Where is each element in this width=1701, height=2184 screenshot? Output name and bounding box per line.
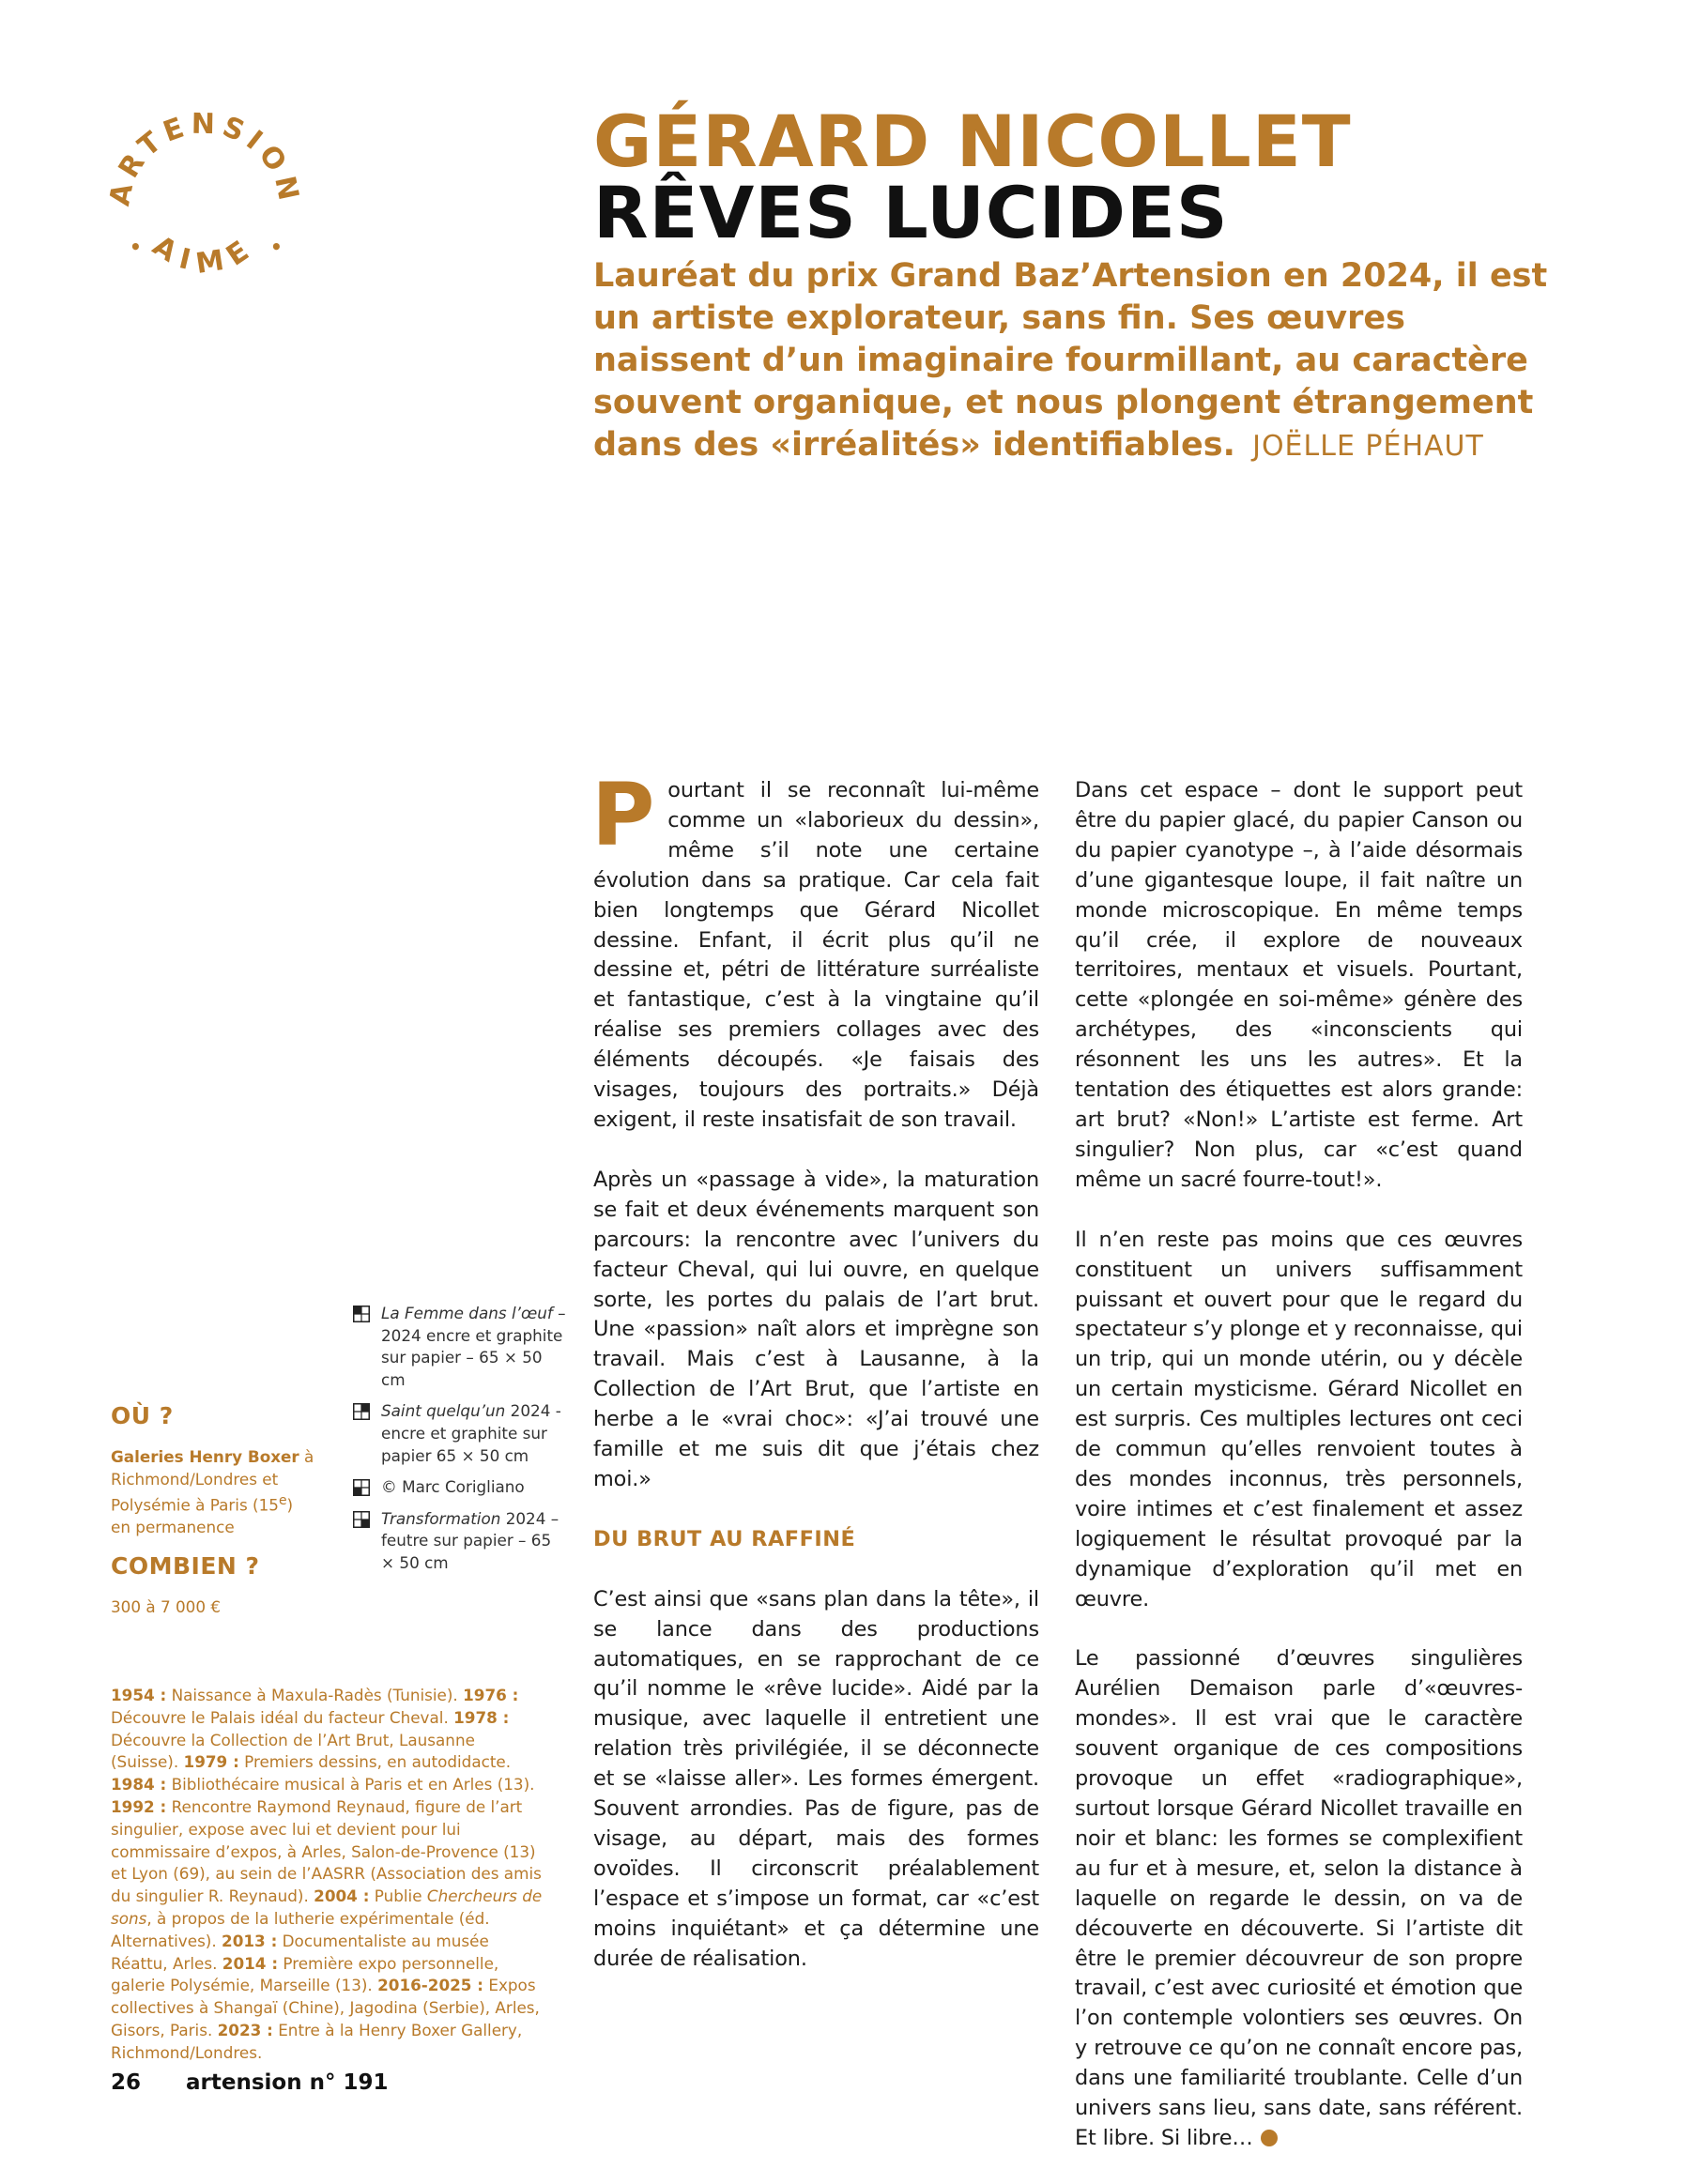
- article-title-artist: GÉRARD NICOLLET: [593, 99, 1352, 183]
- timeline-year: 2016-2025 :: [377, 1976, 484, 1995]
- timeline-event: Expos collectives à Shangaï (Chine), Jagodina (Serbie), Arles, Gisors, Paris.: [111, 1976, 540, 2039]
- timeline-event: Première expo personnelle, galerie Polysémie, Marseille (13).: [111, 1953, 499, 1995]
- timeline-year: 2014 :: [222, 1953, 279, 1973]
- image-captions: [353, 1303, 569, 1584]
- caption-4-detail: 2024 – feutre sur papier – 65 × 50 cm: [381, 1508, 559, 1572]
- logo-dot-left: •: [130, 236, 142, 258]
- article-lede: [593, 255, 1551, 467]
- image-position-icon: [353, 1403, 370, 1420]
- timeline-year: 1978 :: [453, 1707, 510, 1727]
- artist-timeline: [111, 1685, 543, 2065]
- author-name: JOËLLE PÉHAUT: [1252, 430, 1484, 463]
- article-column-2: [1075, 776, 1523, 2184]
- timeline-event: Entre à la Henry Boxer Gallery, Richmond/Londres.: [111, 2020, 523, 2062]
- timeline-event: Découvre la Collection de l’Art Brut, Lausanne (Suisse).: [111, 1730, 475, 1772]
- practical-info: [111, 1402, 322, 1619]
- paragraph-1: [591, 765, 1039, 1136]
- timeline-year: 1954 :: [111, 1686, 167, 1704]
- gallery-location: à Richmond/Londres et Polysémie à Paris (15: [111, 1447, 314, 1515]
- timeline-year: 1979 :: [183, 1752, 239, 1772]
- timeline-event: Naissance à Maxula-Radès (Tunisie).: [166, 1686, 464, 1704]
- lede-text: Lauréat du prix Grand Baz’Artension en 2024, il est un artiste explorateur, sans fin. Ses œuvres naissent d’un imaginaire fourmillant, au caractère souvent organique, et nous plongent étrangement dans des «irréalités» identifiables.: [593, 257, 1548, 464]
- paragraph-3: C’est ainsi que «sans plan dans la tête», il se lance dans des productions automatiques, en se rapprochant de ce qu’il nomme le «rêve lucide». Aidé par la musique, avec laquelle il entretient une relation très privilégiée, il se déconnecte et se «laisse aller». Les formes émergent. Souvent arrondies. Pas de figure, pas de visage, au départ, mais des formes ovoïdes. Il circonscrit préalablement l’espace et s’impose un format, car «c’est moins inquiétant» et ça détermine une durée de réalisation.: [593, 1586, 1039, 1971]
- article-title-subject: RÊVES LUCIDES: [593, 171, 1229, 254]
- timeline-year: 2013 :: [222, 1931, 278, 1950]
- paragraph-2: Après un «passage à vide», la maturation se fait et deux événements marquent son parcours: la rencontre avec l’univers du facteur Cheval, qui lui ouvre, en quelque sorte, les portes du palais de l’art brut. Une «passion» naît alors et imprègne son travail. Mais c’est à Lausanne, à la Collection de l’Art Brut, que l’artiste en herbe a le «vrai choc»: «J’ai trouvé une famille et me suis dit que j’étais chez moi.»: [593, 1167, 1039, 1491]
- image-position-icon: [353, 1511, 370, 1528]
- caption-4-title: Transformation: [381, 1508, 501, 1528]
- caption-3: [353, 1476, 569, 1499]
- book-title: Chercheurs de sons: [111, 1886, 543, 1928]
- timeline-event: Rencontre Raymond Reynaud, figure de l’art singulier, expose avec lui et devient pour lui commissaire d’expos, à Arles, Salon-de-Provence (13) et Lyon (69), au sein de l’AASRR (Association des amis du singulier R. Reynaud).: [111, 1796, 542, 1906]
- image-position-icon: [353, 1306, 370, 1322]
- caption-1-title: La Femme dans l’œuf: [381, 1304, 553, 1322]
- artension-aime-logo: [101, 105, 308, 312]
- paragraph-1-text: ourtant il se reconnaît lui-même comme un «laborieux du dessin», même s’il note une certaine évolution dans sa pratique. Car cela fait bien longtemps que Gérard Nicollet dessine. Enfant, il écrit plus qu’il ne dessine et, pétri de littérature surréaliste et fantastique, c’est à la vingtaine qu’il réalise ses premiers collages avec des éléments découpés. «Je faisais des visages, toujours des portraits.» Déjà exigent, il reste insatisfait de son travail.: [593, 778, 1039, 1132]
- page-number: 26: [111, 2070, 142, 2095]
- timeline-event: Publie: [369, 1886, 427, 1906]
- price-range: 300 à 7 000 €: [111, 1596, 222, 1616]
- gallery-location-end: ): [286, 1495, 294, 1515]
- logo-top-word: ARTENSION: [103, 107, 306, 209]
- page-footer: [111, 2070, 389, 2095]
- caption-1-detail: – 2024 encre et graphite sur papier – 65 × 50 cm: [381, 1304, 566, 1389]
- drop-cap: P: [591, 765, 655, 865]
- exhibition-duration: en permanence: [111, 1518, 235, 1537]
- section-subheading: DU BRUT AU RAFFINÉ: [593, 1526, 856, 1551]
- timeline-year: 2004 :: [314, 1886, 370, 1906]
- image-position-icon: [353, 1479, 370, 1496]
- timeline-year: 1992 :: [111, 1796, 167, 1816]
- where-details: [111, 1446, 322, 1539]
- timeline-year: 1976 :: [463, 1686, 519, 1704]
- paragraph-6-text: Le passionné d’œuvres singulières Aurélien Demaison parle d’«œuvres-mondes». Il est vrai que le caractère souvent organique de ces compositions provoque un effet «radiographique», surtout lorsque Gérard Nicollet travaille en noir et blanc: les formes se complexifient au fur et à mesure, et, selon la distance à laquelle on regarde le dessin, on va de découverte en découverte. Si l’artiste dit être le premier découvreur de son propre travail, c’est avec curiosité et émotion que l’on contemple volontiers ses œuvres. On y retrouve ce qu’on ne connaît encore pas, dans une familiarité troublante. Celle d’un univers sans lieu, sans date, sans référent. Et libre. Si libre…: [1075, 1646, 1523, 2150]
- logo-bottom-word: AIME: [146, 229, 263, 282]
- caption-2: [353, 1400, 569, 1467]
- timeline-year: 1984 :: [111, 1775, 167, 1795]
- article-column-1: [591, 765, 1039, 2005]
- caption-1: [353, 1303, 569, 1391]
- logo-dot-right: •: [270, 236, 283, 258]
- arrondissement-suffix: e: [278, 1493, 287, 1509]
- paragraph-5: Il n’en reste pas moins que ces œuvres constituent un univers suffisamment puissant et ouvert pour que le regard du spectateur s’y plonge et y reconnaisse, qui un trip, qui un monde utérin, ou y décèle un certain mysticisme. Gérard Nicollet en est surpris. Ces multiples lectures ont ceci de commun qu’elles renvoient toutes à des mondes inconnus, très personnels, voire intimes et c’est finalement et assez logiquement le résultat provoqué par la dynamique d’exploration qu’il met en œuvre.: [1075, 1227, 1523, 1611]
- timeline-event: , à propos de la lutherie expérimentale (éd. Alternatives).: [111, 1908, 490, 1950]
- price-heading: COMBIEN ?: [111, 1551, 260, 1580]
- timeline-year: 2023 :: [217, 2020, 273, 2039]
- magazine-issue: artension n° 191: [186, 2070, 389, 2095]
- paragraph-6: [1075, 1644, 1523, 2153]
- caption-2-detail: 2024 - encre et graphite sur papier 65 × 50 cm: [381, 1401, 561, 1465]
- paragraph-4: Dans cet espace – dont le support peut être du papier glacé, du papier Canson ou du papier cyanotype –, à l’aide désormais d’une gigantesque loupe, il fait naître un monde microscopique. En même temps qu’il crée, il explore de nouveaux territoires, mentaux et visuels. Pourtant, cette «plongée en soi-même» génère des archétypes, des «inconscients qui résonnent les uns les autres». Et la tentation des étiquettes est alors grande: art brut? «Non!» L’artiste est ferme. Art singulier? Non plus, car «c’est quand même un sacré fourre-tout!».: [1075, 778, 1523, 1192]
- where-heading: OÙ ?: [111, 1402, 174, 1429]
- timeline-event: Découvre le Palais idéal du facteur Cheval.: [111, 1707, 454, 1727]
- caption-2-title: Saint quelqu’un: [381, 1401, 506, 1421]
- timeline-event: Bibliothécaire musical à Paris et en Arles (13).: [166, 1775, 535, 1795]
- caption-4: [353, 1508, 569, 1575]
- gallery-name: Galeries Henry Boxer: [111, 1447, 299, 1466]
- photo-credit: © Marc Corigliano: [381, 1477, 525, 1497]
- end-of-article-mark: [1261, 2130, 1278, 2146]
- timeline-event: Premiers dessins, en autodidacte.: [238, 1752, 512, 1772]
- timeline-event: Documentaliste au musée Réattu, Arles.: [111, 1931, 489, 1973]
